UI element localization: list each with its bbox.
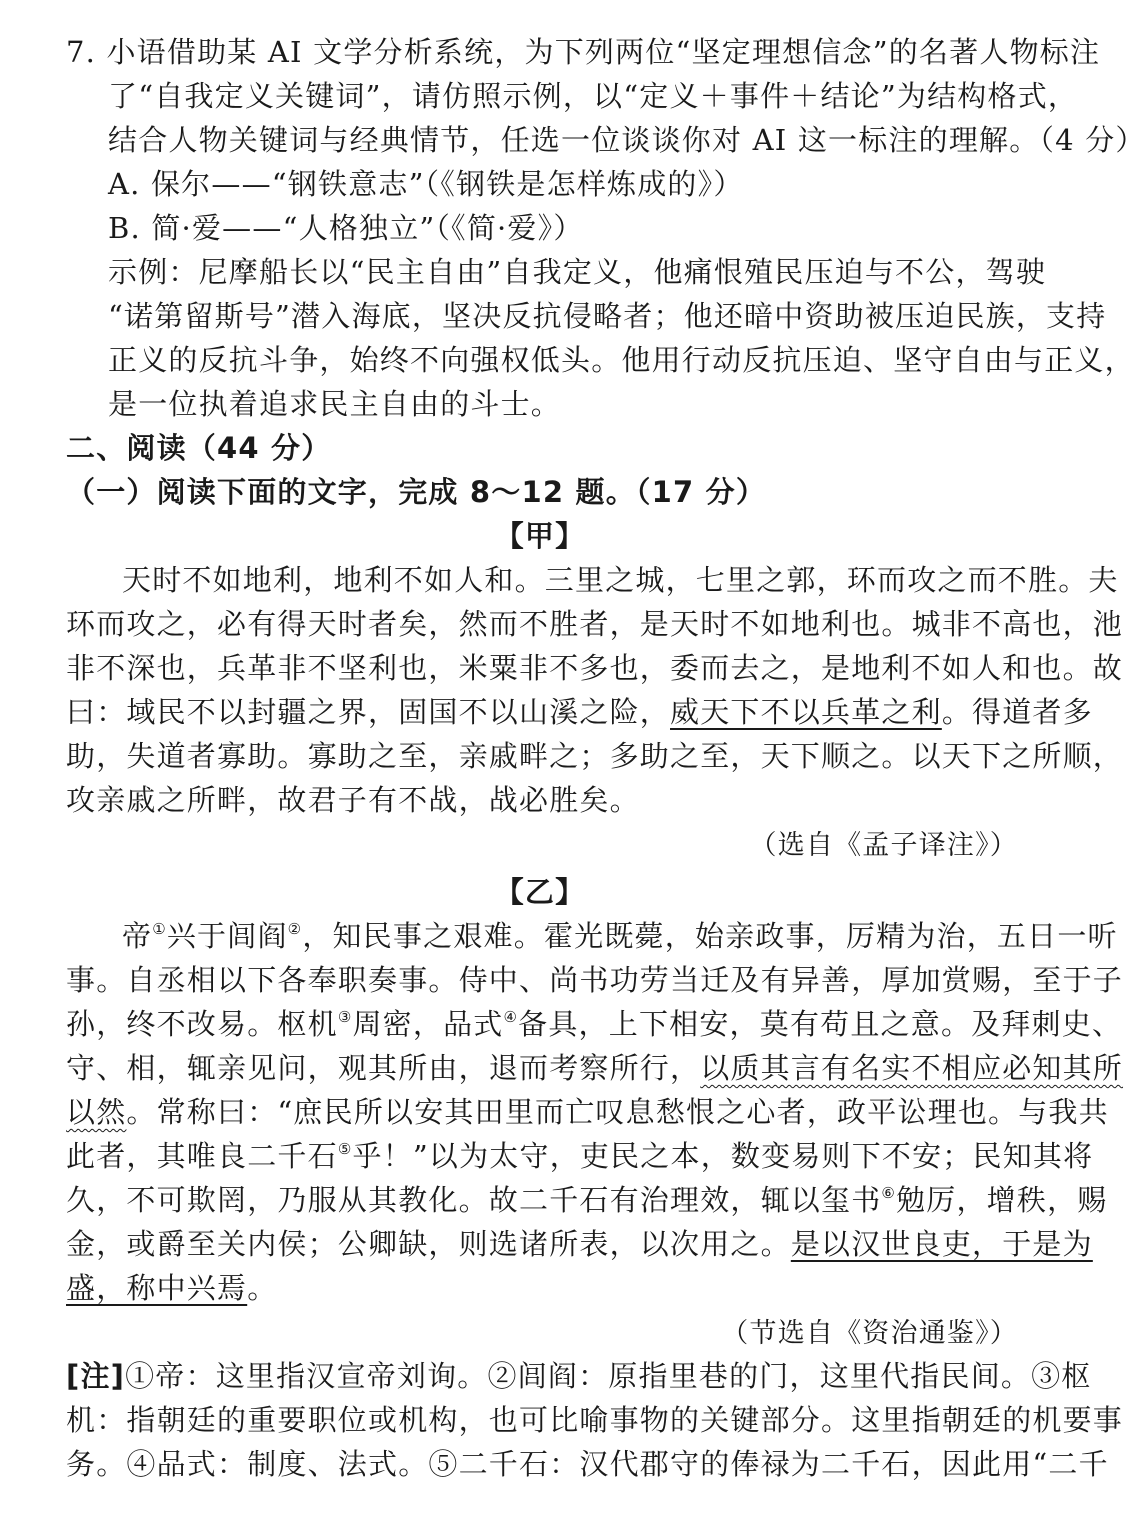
passage-jia-heading: 【甲】 <box>494 519 586 553</box>
q7-stem-line-3: 结合人物关键词与经典情节，任选一位谈谈你对 AI 这一标注的理解。（4 分） <box>108 123 1146 157</box>
jia-underlined-phrase: 威天下不以兵革之利 <box>670 695 942 729</box>
yi-text: 帝 <box>122 919 153 953</box>
yi-line-9 <box>66 1268 277 1308</box>
yi-line-7 <box>66 1180 1107 1220</box>
jia-line-1: 天时不如地利，地利不如人和。三里之城，七里之郭，环而攻之而不胜。夫 <box>122 563 1119 597</box>
q7-example-line-1: 示例：尼摩船长以“民主自由”自我定义，他痛恨殖民压迫与不公，驾驶 <box>108 255 1047 289</box>
yi-text: 守、相，辄亲见问，观其所由，退而考察所行， <box>66 1051 701 1085</box>
q7-stem-line-1: 7. 小语借助某 AI 文学分析系统，为下列两位“坚定理想信念”的名著人物标注 <box>66 35 1101 69</box>
footnote-marker-3: ③ <box>337 1008 353 1026</box>
yi-line-1 <box>122 916 1118 956</box>
notes-label: [注] <box>66 1359 126 1393</box>
part-1-title: （一）阅读下面的文字，完成 8～12 题。（17 分） <box>66 475 767 509</box>
jia-line-2: 环而攻之，必有得天时者矣，然而不胜者，是天时不如地利也。城非不高也，池 <box>66 607 1124 641</box>
yi-text: 。常称曰：“庶民所以安其田里而亡叹息愁恨之心者，政平讼理也。与我共 <box>126 1095 1109 1129</box>
q7-example-line-3: 正义的反抗斗争，始终不向强权低头。他用行动反抗压迫、坚守自由与正义， <box>108 343 1135 377</box>
q7-example-line-4: 是一位执着追求民主自由的斗士。 <box>108 387 562 421</box>
yi-text: 乎！”以为太守，吏民之本，数变易则下不安；民知其将 <box>352 1139 1094 1173</box>
yi-line-3 <box>66 1004 1122 1044</box>
notes-line-2: 机：指朝廷的重要职位或机构，也可比喻事物的关键部分。这里指朝廷的机要事 <box>66 1403 1124 1437</box>
footnote-marker-2: ② <box>287 920 303 938</box>
q7-stem-line-2: 了“自我定义关键词”，请仿照示例，以“定义＋事件＋结论”为结构格式， <box>108 79 1079 113</box>
footnote-marker-1: ① <box>152 920 167 938</box>
footnote-marker-6: ⑥ <box>881 1184 897 1202</box>
yi-text: 兴于闾阎 <box>166 919 288 953</box>
yi-line-6 <box>66 1136 1093 1176</box>
yi-text: 。 <box>247 1271 278 1305</box>
q7-example-line-2: “诺第留斯号”潜入海底，坚决反抗侵略者；他还暗中资助被压迫民族，支持 <box>108 299 1107 333</box>
jia-line-6: 攻亲戚之所畔，故君子有不战，战必胜矣。 <box>66 783 640 817</box>
yi-line-4 <box>66 1048 1123 1088</box>
section-2-title: 二、阅读（44 分） <box>66 431 332 465</box>
yi-line-2: 事。自丞相以下各奉职奏事。侍中、尚书功劳当迁及有异善，厚加赏赐，至于子 <box>66 963 1124 997</box>
yi-text: 金，或爵至关内侯；公卿缺，则选诸所表，以次用之。 <box>66 1227 791 1261</box>
yi-wavy-underlined-sentence: 以质其言有名实不相应必知其所 <box>700 1051 1124 1085</box>
jia-source: （选自《孟子译注》） <box>749 830 1018 861</box>
yi-text: 备具，上下相安，莫有苟且之意。及拜刺史、 <box>518 1007 1123 1041</box>
yi-underlined-sentence-end: 盛，称中兴焉 <box>66 1271 248 1305</box>
yi-source: （节选自《资治通鉴》） <box>721 1318 1018 1349</box>
q7-option-a: A. 保尔——“钢铁意志”（《钢铁是怎样炼成的》） <box>108 167 744 201</box>
q7-option-b: B. 简·爱——“人格独立”（《简·爱》） <box>108 211 584 245</box>
yi-wavy-underlined-sentence-end: 以然 <box>66 1095 127 1129</box>
jia-line-4-start: 曰：域民不以封疆之界，固国不以山溪之险， <box>66 695 671 729</box>
yi-text: 孙，终不改易。枢机 <box>66 1007 338 1041</box>
jia-line-3: 非不深也，兵革非不坚利也，米粟非不多也，委而去之，是地利不如人和也。故 <box>66 651 1124 685</box>
yi-line-5 <box>66 1092 1109 1132</box>
yi-text: 勉厉，增秩，赐 <box>896 1183 1108 1217</box>
notes-line-1 <box>66 1356 1092 1396</box>
jia-line-4-end: 。得道者多 <box>941 695 1093 729</box>
yi-text: 周密，品式 <box>352 1007 504 1041</box>
jia-line-4 <box>66 692 1093 732</box>
yi-text: ，知民事之艰难。霍光既薨，始亲政事，厉精为治，五日一听 <box>302 919 1118 953</box>
yi-text: 久，不可欺罔，乃服从其教化。故二千石有治理效，辄以玺书 <box>66 1183 882 1217</box>
notes-line-3: 务。④品式：制度、法式。⑤二千石：汉代郡守的俸禄为二千石，因此用“二千 <box>66 1447 1109 1481</box>
footnote-marker-4: ④ <box>503 1008 519 1026</box>
footnote-marker-5: ⑤ <box>337 1140 353 1158</box>
jia-line-5: 助，失道者寡助。寡助之至，亲戚畔之；多助之至，天下顺之。以天下之所顺， <box>66 739 1124 773</box>
yi-text: 此者，其唯良二千石 <box>66 1139 338 1173</box>
yi-line-8 <box>66 1224 1093 1264</box>
notes-text: ①帝：这里指汉宣帝刘询。②闾阎：原指里巷的门，这里代指民间。③枢 <box>125 1359 1092 1393</box>
passage-yi-heading: 【乙】 <box>494 875 586 909</box>
yi-underlined-sentence: 是以汉世良吏，于是为 <box>790 1227 1093 1261</box>
